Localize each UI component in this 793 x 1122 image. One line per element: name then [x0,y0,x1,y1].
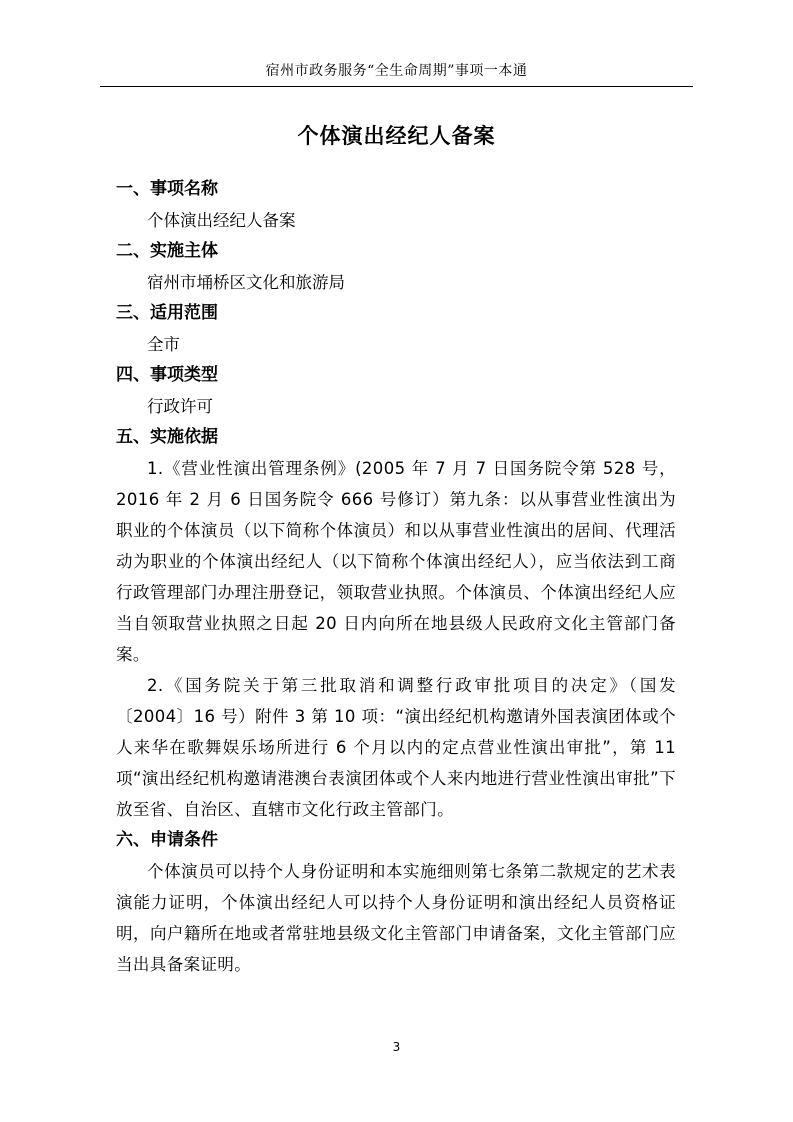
document-title: 个体演出经纪人备案 [297,124,496,148]
section-implementer [116,236,676,298]
section-heading: 二、实施主体 [116,241,218,261]
page-header: 宿州市政务服务“全生命周期”事项一本通 [265,63,528,79]
section-heading: 三、适用范围 [116,303,218,323]
header-rule [100,86,693,87]
section-conditions [116,825,676,980]
document-body [116,174,676,980]
section-type [116,360,676,422]
section-legal-basis [116,422,676,825]
section-item-name [116,174,676,236]
section-value: 个体演出经纪人备案 [147,211,296,230]
section-value: 全市 [147,335,180,354]
legal-basis-paragraph-1: 1.《营业性演出管理条例》(2005 年 7 月 7 日国务院令第 528 号，2016 年 2 月 6 日国务院令 666 号修订）第九条：以从事营业性演出为职业的个体演员（以下简称个体演员）和以从事营业性演出的居间、代理活动为职业的个体演出经纪人（以下简称个体演出经纪人），应当依法到工商行政管理部门办理注册登记，领取营业执照。个体演员、个体演出经纪人应当自领取营业执照之日起 20 日内向所在地县级人民政府文化主管部门备案。 [116,459,676,664]
section-heading: 一、事项名称 [116,179,218,199]
section-heading: 五、实施依据 [116,427,218,447]
legal-basis-paragraph-2: 2.《国务院关于第三批取消和调整行政审批项目的决定》（国发〔2004〕16 号）附件 3 第 10 项：“演出经纪机构邀请外国表演团体或个人来华在歌舞娱乐场所进行 6 个月以内的定点营业性演出审批”，第 11 项“演出经纪机构邀请港澳台表演团体或个人来内地进行营业性演出审批”下放至省、自治区、直辖市文化行政主管部门。 [116,676,676,819]
section-heading: 六、申请条件 [116,830,218,850]
conditions-paragraph: 个体演员可以持个人身份证明和本实施细则第七条第二款规定的艺术表演能力证明，个体演出经纪人可以持个人身份证明和演出经纪人员资格证明，向户籍所在地或者常驻地县级文化主管部门申请备案，文化主管部门应当出具备案证明。 [116,862,676,974]
section-scope [116,298,676,360]
page-number: 3 [392,1040,401,1054]
section-value: 宿州市埇桥区文化和旅游局 [147,273,345,292]
section-value: 行政许可 [147,397,213,416]
section-heading: 四、事项类型 [116,365,218,385]
